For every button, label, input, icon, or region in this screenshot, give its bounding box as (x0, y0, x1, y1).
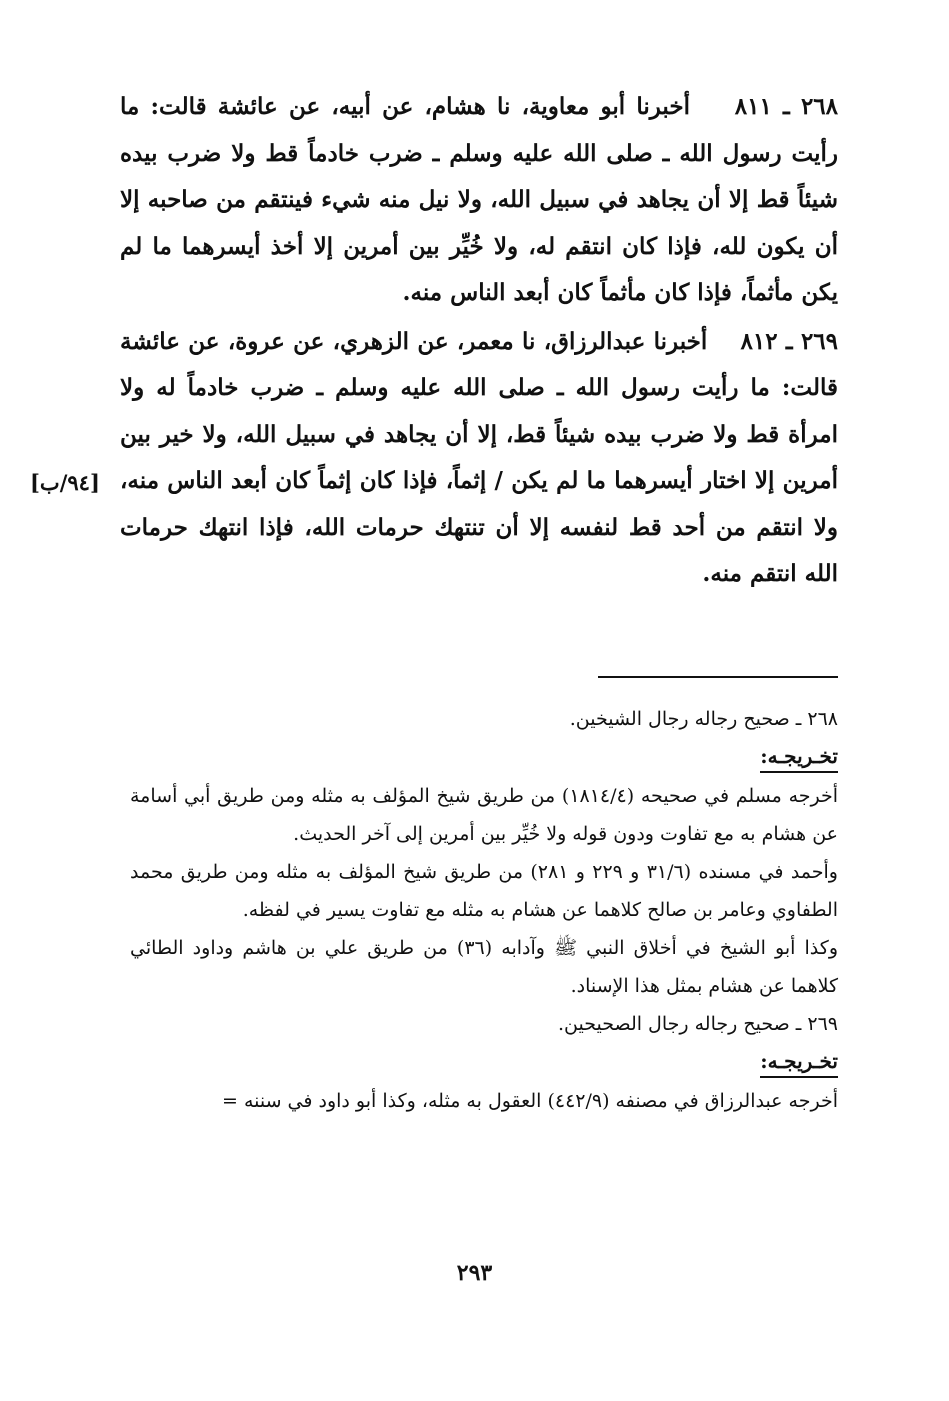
footnote-268-para-3: وكذا أبو الشيخ في أخلاق النبي ﷺ وآدابه (٣٦) من طريق علي بن هاشم وداود الطائي كلاهما عن هشام بمثل هذا الإسناد. (130, 937, 838, 997)
footnote-269-heading: تخـريجـه: (760, 1046, 838, 1078)
main-text-block (120, 84, 838, 600)
footnotes-block (130, 700, 838, 1120)
footnote-separator (598, 676, 838, 678)
hadith-text-268: أخبرنا أبو معاوية، نا هشام، عن أبيه، عن عائشة قالت: ما رأيت رسول الله ـ صلى الله عليه وسلم ـ ضرب خادماً قط ولا ضرب بيده شيئاً قط إلا أن يجاهد في سبيل الله، ولا نيل منه شيء فينتقم من صاحبه إلا أن يكون لله، فإذا كان انتقم له، ولا خُيِّر بين أمرين إلا أخذ أيسرهما ما لم يكن مأثماً، فإذا كان مأثماً كان أبعد الناس منه. (120, 93, 838, 306)
hadith-text-269: أخبرنا عبدالرزاق، نا معمر، عن الزهري، عن عروة، عن عائشة قالت: ما رأيت رسول الله ـ صلى الله عليه وسلم ـ ضرب خادماً له ولا امرأة قط ولا ضرب بيده شيئاً قط، إلا أن يجاهد في سبيل الله، ولا خير بين أمرين إلا اختار أيسرهما ما لم يكن / إثماً، فإذا كان إثماً كان أبعد الناس منه، ولا انتقم من أحد قط لنفسه إلا أن تنتهك حرمات الله، فإذا انتهك حرمات الله انتقم منه. (120, 327, 838, 587)
footnote-268-label: ٢٦٨ ـ صحيح رجاله رجال الشيخين. (569, 708, 838, 730)
footnote-269-label: ٢٦٩ ـ صحيح رجاله رجال الصحيحين. (557, 1013, 838, 1035)
footnote-268-para-1: أخرجه مسلم في صحيحه (١٨١٤/٤) من طريق شيخ المؤلف به مثله ومن طريق أبي أسامة عن هشام به مع تفاوت ودون قوله ولا خُيِّر بين أمرين إلى آخر الحديث. (130, 785, 839, 845)
footnote-268-para-2: وأحمد في مسنده (٣١/٦ و ٢٢٩ و ٢٨١) من طريق شيخ المؤلف به مثله ومن طريق محمد الطفاوي وعامر بن صالح كلاهما عن هشام به مثله مع تفاوت يسير في لفظه. (130, 861, 838, 921)
folio-marker: [٩٤/ب] (30, 470, 100, 495)
footnote-269-para-1: أخرجه عبدالرزاق في مصنفه (٤٤٢/٩) العقول به مثله، وكذا أبو داود في سننه = (221, 1090, 838, 1112)
hadith-number-268: ٢٦٨ ـ ٨١١ (734, 93, 838, 120)
hadith-268 (120, 84, 838, 317)
footnote-268-heading: تخـريجـه: (760, 741, 838, 773)
page-number: ٢٩٣ (456, 1260, 493, 1286)
hadith-269 (120, 319, 838, 598)
hadith-number-269: ٢٦٩ ـ ٨١٢ (740, 327, 838, 355)
